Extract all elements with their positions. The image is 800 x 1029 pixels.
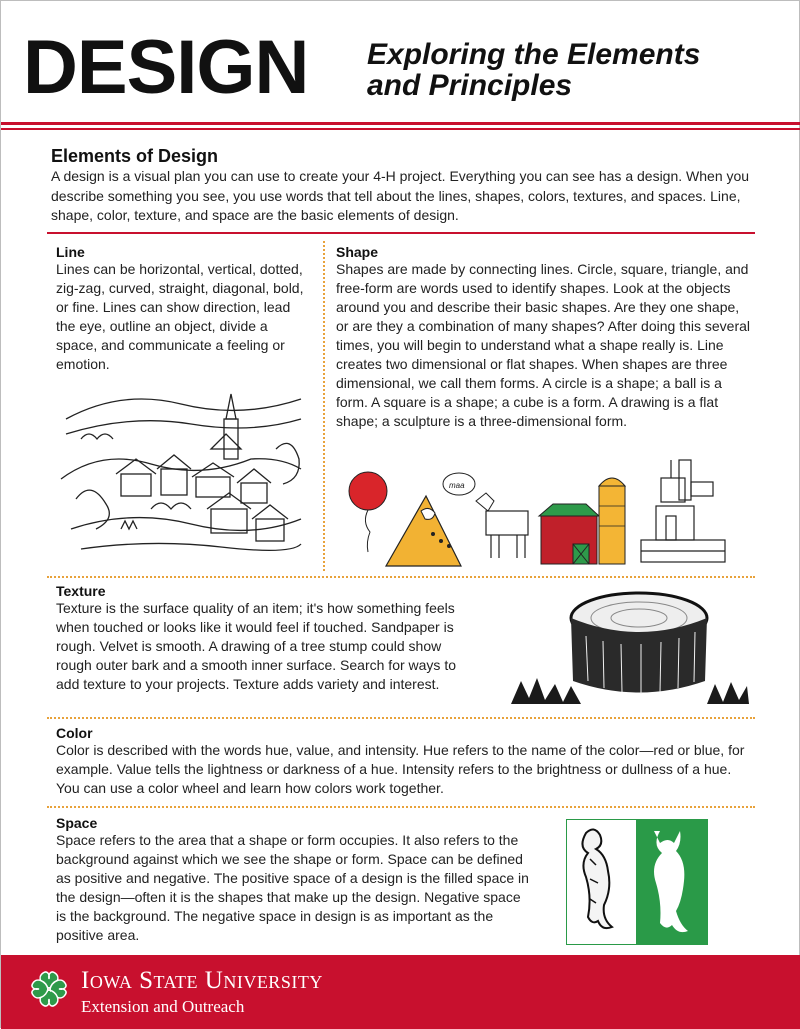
extension-label: Extension and Outreach (81, 997, 245, 1016)
color-text: Color is described with the words hue, value, and intensity. Hue refers to the name of the color—red or blue, for example. Value tells the lightness or darkness of a hue. Intensity refers to the brightness or dullness of a hue. You can use a color wheel and learn how colors work together. (56, 742, 745, 796)
barn-drawing (539, 504, 599, 564)
divider-before-color (47, 717, 755, 719)
intro-divider (47, 232, 755, 234)
page-subtitle (367, 39, 700, 101)
speech-bubble-text: maa (449, 481, 465, 490)
line-text: Lines can be horizontal, vertical, dotted, zig-zag, curved, straight, diagonal, bold, or fine. Lines can show direction, lead the eye, outline an object, divide a space, and communicate a feeling or emotion. (56, 261, 304, 372)
sculpture-drawing (641, 460, 725, 562)
divider-before-texture (47, 576, 755, 578)
texture-section (56, 583, 474, 694)
balloon-drawing (349, 472, 387, 552)
shape-illustrations (341, 456, 751, 574)
header-rule-bottom (1, 128, 800, 130)
elements-heading: Elements of Design (51, 146, 219, 166)
color-heading: Color (56, 725, 93, 741)
line-heading: Line (56, 244, 85, 260)
goat-drawing (443, 473, 528, 558)
svg-text:H: H (46, 988, 52, 994)
positive-negative-space-drawing (566, 819, 708, 945)
texture-heading: Texture (56, 583, 106, 599)
shape-section (336, 244, 754, 431)
tree-stump-drawing (511, 586, 749, 708)
space-heading: Space (56, 815, 98, 831)
color-section (56, 725, 756, 798)
university-name: Iowa State University (81, 967, 323, 994)
divider-before-space (47, 806, 755, 808)
elements-intro: A design is a visual plan you can use to create your 4-H project. Everything you can see has a design. When you describe something you see, you use words that tell about the lines, shapes, colors, textures, and spaces. Line, shape, color, texture, and space are the basic elements of design. (51, 168, 750, 223)
shape-heading: Shape (336, 244, 379, 260)
space-text: Space refers to the area that a shape or form occupies. It also refers to the background against which we see the shape or form. Space can be defined as positive and negative. The positive space of a design is the filled space in the design—often it is the shapes that make up the design. Negative space is the background. The negative space in design is as important as the positive area. (56, 832, 529, 943)
page-title: DESIGN (23, 25, 309, 110)
line-section (56, 244, 311, 374)
header-rule-top (1, 122, 800, 125)
subtitle-line-1: Exploring the Elements (367, 38, 701, 71)
clover-4h-icon (27, 967, 71, 1011)
wedge-drawing (386, 496, 461, 566)
shape-text: Shapes are made by connecting lines. Circle, square, triangle, and free-form are words used to identify shapes. Look at the objects around you and describe their basic shapes. Are they one shape, or are they a combination of many shapes? After doing this several times, you will begin to understand what a shape really is. Line creates two dimensional or flat shapes. When shapes are three dimensional, we call them forms. A circle is a shape; a ball is a form. A square is a shape; a cube is a form. A drawing is a flat shape; a sculpture is a three-dimensional form. (336, 261, 751, 429)
subtitle-line-2: and Principles (367, 69, 573, 102)
space-section (56, 815, 531, 945)
column-divider (323, 241, 325, 571)
village-line-drawing (61, 379, 306, 564)
texture-text: Texture is the surface quality of an item; it's how something feels when touched or looks like it would feel if touched. Sandpaper is rough. Velvet is smooth. A drawing of a tree stump could show rough outer bark and a smooth inner surface. Search for ways to add texture to your projects. Texture adds variety and interest. (56, 600, 456, 692)
silo-drawing (599, 478, 625, 564)
